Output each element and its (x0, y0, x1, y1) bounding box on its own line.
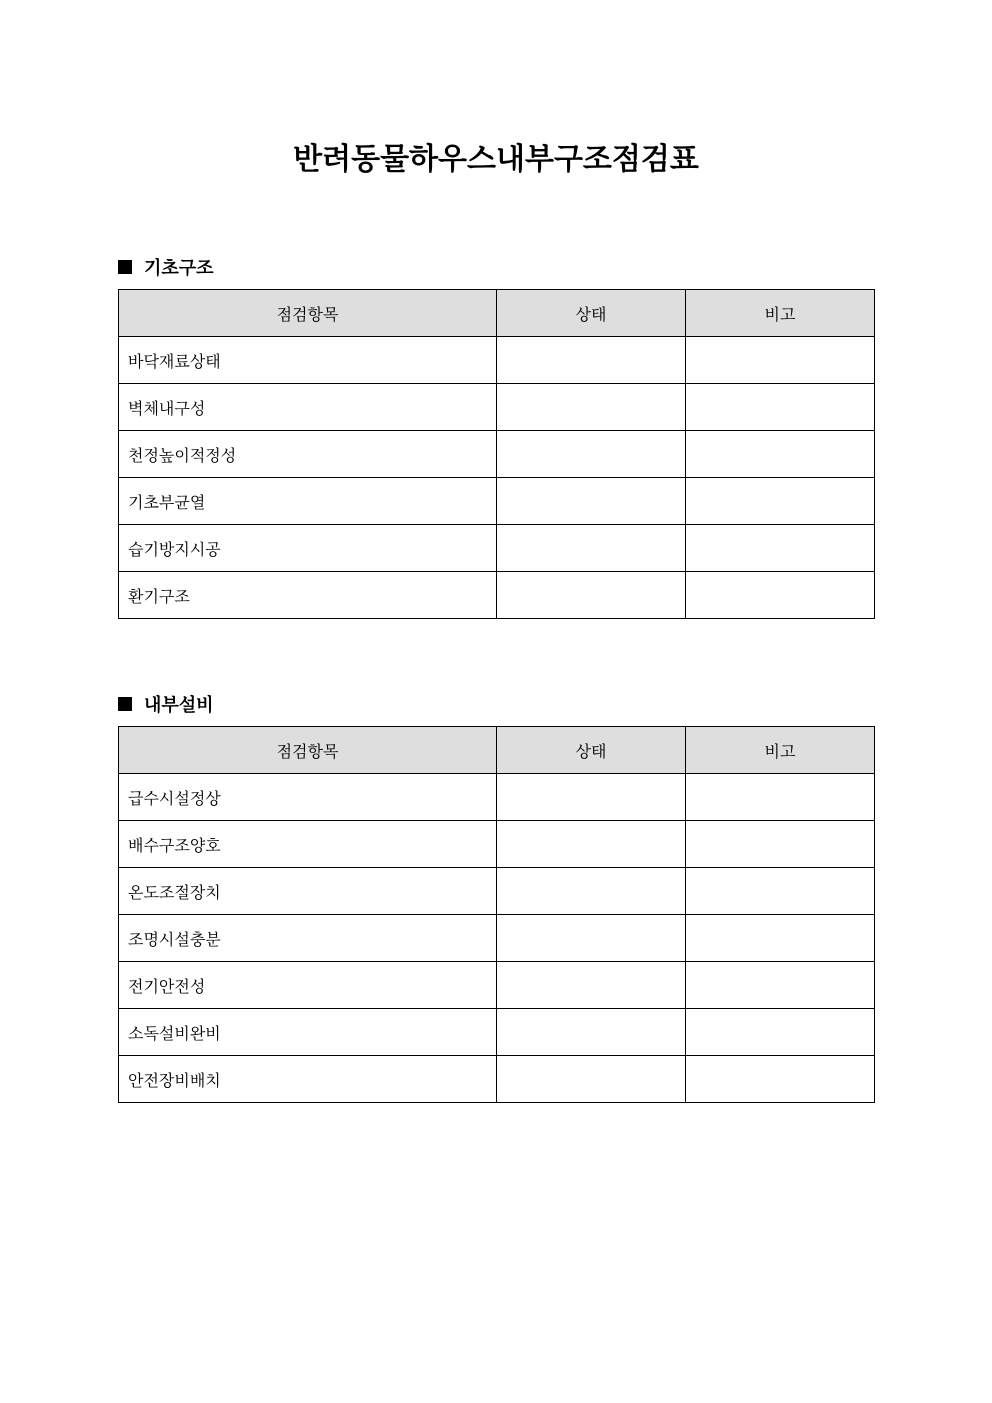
square-bullet-icon (118, 697, 132, 711)
note-cell[interactable] (686, 962, 875, 1009)
status-cell[interactable] (497, 915, 686, 962)
note-cell[interactable] (686, 431, 875, 478)
check-item-cell: 전기안전성 (119, 962, 497, 1009)
section-heading-foundation (118, 254, 214, 280)
status-cell[interactable] (497, 774, 686, 821)
check-item-cell: 급수시설정상 (119, 774, 497, 821)
check-item-cell: 소독설비완비 (119, 1009, 497, 1056)
table-row (119, 525, 875, 572)
table-row (119, 1056, 875, 1103)
note-cell[interactable] (686, 1056, 875, 1103)
check-item-cell: 천정높이적정성 (119, 431, 497, 478)
table-row (119, 821, 875, 868)
status-cell[interactable] (497, 1056, 686, 1103)
note-cell[interactable] (686, 821, 875, 868)
note-cell[interactable] (686, 915, 875, 962)
table-row (119, 868, 875, 915)
check-item-cell: 환기구조 (119, 572, 497, 619)
table-row (119, 774, 875, 821)
note-cell[interactable] (686, 478, 875, 525)
status-cell[interactable] (497, 478, 686, 525)
column-header-status: 상태 (497, 727, 686, 774)
interior-equipment-table (118, 726, 875, 1103)
note-cell[interactable] (686, 868, 875, 915)
section-heading-label: 기초구조 (144, 258, 214, 279)
status-cell[interactable] (497, 337, 686, 384)
table-row (119, 962, 875, 1009)
status-cell[interactable] (497, 525, 686, 572)
column-header-status: 상태 (497, 290, 686, 337)
check-item-cell: 조명시설충분 (119, 915, 497, 962)
note-cell[interactable] (686, 384, 875, 431)
column-header-item: 점검항목 (119, 290, 497, 337)
note-cell[interactable] (686, 525, 875, 572)
section-heading-label: 내부설비 (144, 695, 214, 716)
table-row (119, 337, 875, 384)
note-cell[interactable] (686, 774, 875, 821)
status-cell[interactable] (497, 572, 686, 619)
table-row (119, 478, 875, 525)
note-cell[interactable] (686, 572, 875, 619)
check-item-cell: 벽체내구성 (119, 384, 497, 431)
check-item-cell: 온도조절장치 (119, 868, 497, 915)
check-item-cell: 기초부균열 (119, 478, 497, 525)
status-cell[interactable] (497, 431, 686, 478)
page-title: 반려동물하우스내부구조점검표 (293, 142, 699, 177)
check-item-cell: 바닥재료상태 (119, 337, 497, 384)
table-header-row (119, 290, 875, 337)
table-row (119, 572, 875, 619)
check-item-cell: 습기방지시공 (119, 525, 497, 572)
table-row (119, 431, 875, 478)
table-row (119, 1009, 875, 1056)
status-cell[interactable] (497, 821, 686, 868)
check-item-cell: 안전장비배치 (119, 1056, 497, 1103)
note-cell[interactable] (686, 337, 875, 384)
square-bullet-icon (118, 260, 132, 274)
section-heading-interior-equipment (118, 691, 214, 717)
status-cell[interactable] (497, 384, 686, 431)
status-cell[interactable] (497, 962, 686, 1009)
table-header-row (119, 727, 875, 774)
status-cell[interactable] (497, 868, 686, 915)
table-row (119, 384, 875, 431)
column-header-note: 비고 (686, 290, 875, 337)
check-item-cell: 배수구조양호 (119, 821, 497, 868)
status-cell[interactable] (497, 1009, 686, 1056)
note-cell[interactable] (686, 1009, 875, 1056)
table-row (119, 915, 875, 962)
foundation-table (118, 289, 875, 619)
column-header-item: 점검항목 (119, 727, 497, 774)
column-header-note: 비고 (686, 727, 875, 774)
